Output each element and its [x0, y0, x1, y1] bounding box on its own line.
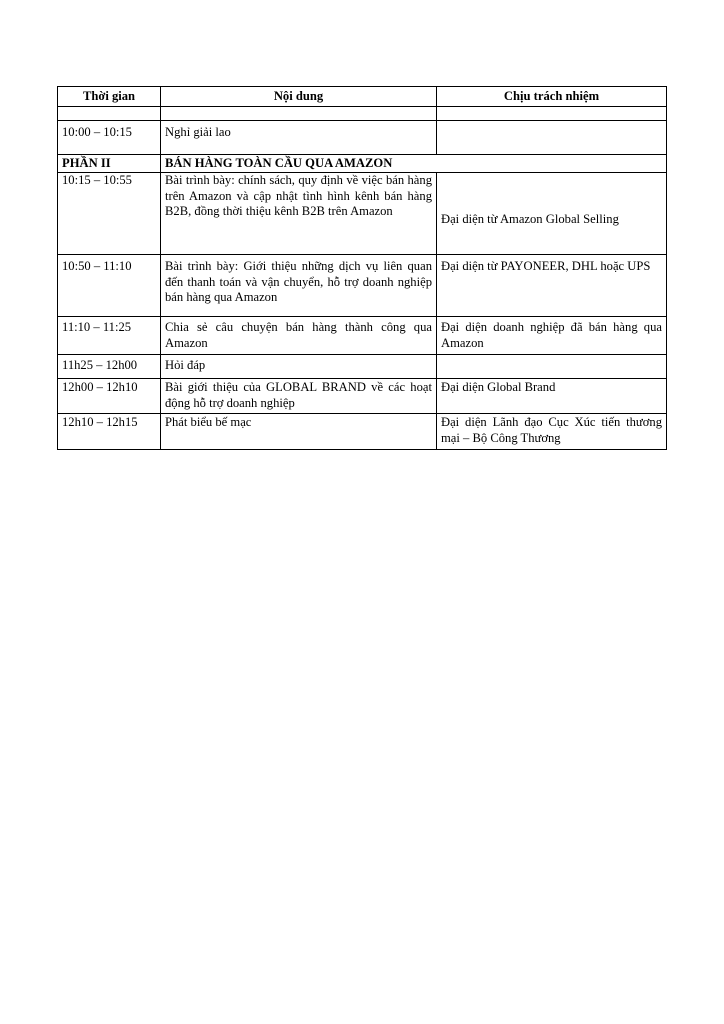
section-label: PHẦN II [58, 154, 161, 173]
empty-cell [437, 106, 667, 120]
table-header-row [58, 87, 667, 107]
table-row [58, 379, 667, 414]
cell-time: 12h10 – 12h15 [58, 414, 161, 450]
header-responsible: Chịu trách nhiệm [437, 87, 667, 107]
cell-responsible-text: Đại diện từ Amazon Global Selling [441, 212, 619, 227]
table-row [58, 414, 667, 450]
cell-content: Hỏi đáp [161, 355, 437, 379]
cell-time: 10:15 – 10:55 [58, 173, 161, 255]
cell-content: Nghỉ giải lao [161, 120, 437, 154]
cell-content: Phát biểu bế mạc [161, 414, 437, 450]
empty-row [58, 106, 667, 120]
section-row [58, 154, 667, 173]
cell-content: Chia sẻ câu chuyện bán hàng thành công qua Amazon [161, 317, 437, 355]
cell-content: Bài giới thiệu của GLOBAL BRAND về các hoạt động hỗ trợ doanh nghiệp [161, 379, 437, 414]
cell-responsible: Đại diện Global Brand [437, 379, 667, 414]
header-content: Nội dung [161, 87, 437, 107]
cell-responsible: Đại diện từ PAYONEER, DHL hoặc UPS [437, 255, 667, 317]
table-row-break [58, 120, 667, 154]
section-title: BÁN HÀNG TOÀN CẦU QUA AMAZON [161, 154, 667, 173]
cell-responsible [437, 355, 667, 379]
cell-responsible [437, 173, 667, 255]
cell-content: Bài trình bày: chính sách, quy định về việc bán hàng trên Amazon và cập nhật tình hình kênh bán hàng B2B, đồng thời thiệu kênh B2B trên Amazon [161, 173, 437, 255]
empty-cell [161, 106, 437, 120]
agenda-table [57, 86, 667, 450]
cell-responsible [437, 120, 667, 154]
header-time: Thời gian [58, 87, 161, 107]
empty-cell [58, 106, 161, 120]
cell-responsible: Đại diện doanh nghiệp đã bán hàng qua Amazon [437, 317, 667, 355]
cell-time: 10:50 – 11:10 [58, 255, 161, 317]
cell-content: Bài trình bày: Giới thiệu những dịch vụ liên quan đến thanh toán và vận chuyển, hỗ trợ doanh nghiệp bán hàng qua Amazon [161, 255, 437, 317]
table-row [58, 255, 667, 317]
cell-responsible: Đại diện Lãnh đạo Cục Xúc tiến thương mại – Bộ Công Thương [437, 414, 667, 450]
cell-time: 11h25 – 12h00 [58, 355, 161, 379]
cell-time: 12h00 – 12h10 [58, 379, 161, 414]
table-row [58, 173, 667, 255]
cell-time: 10:00 – 10:15 [58, 120, 161, 154]
table-row [58, 317, 667, 355]
cell-time: 11:10 – 11:25 [58, 317, 161, 355]
table-row [58, 355, 667, 379]
